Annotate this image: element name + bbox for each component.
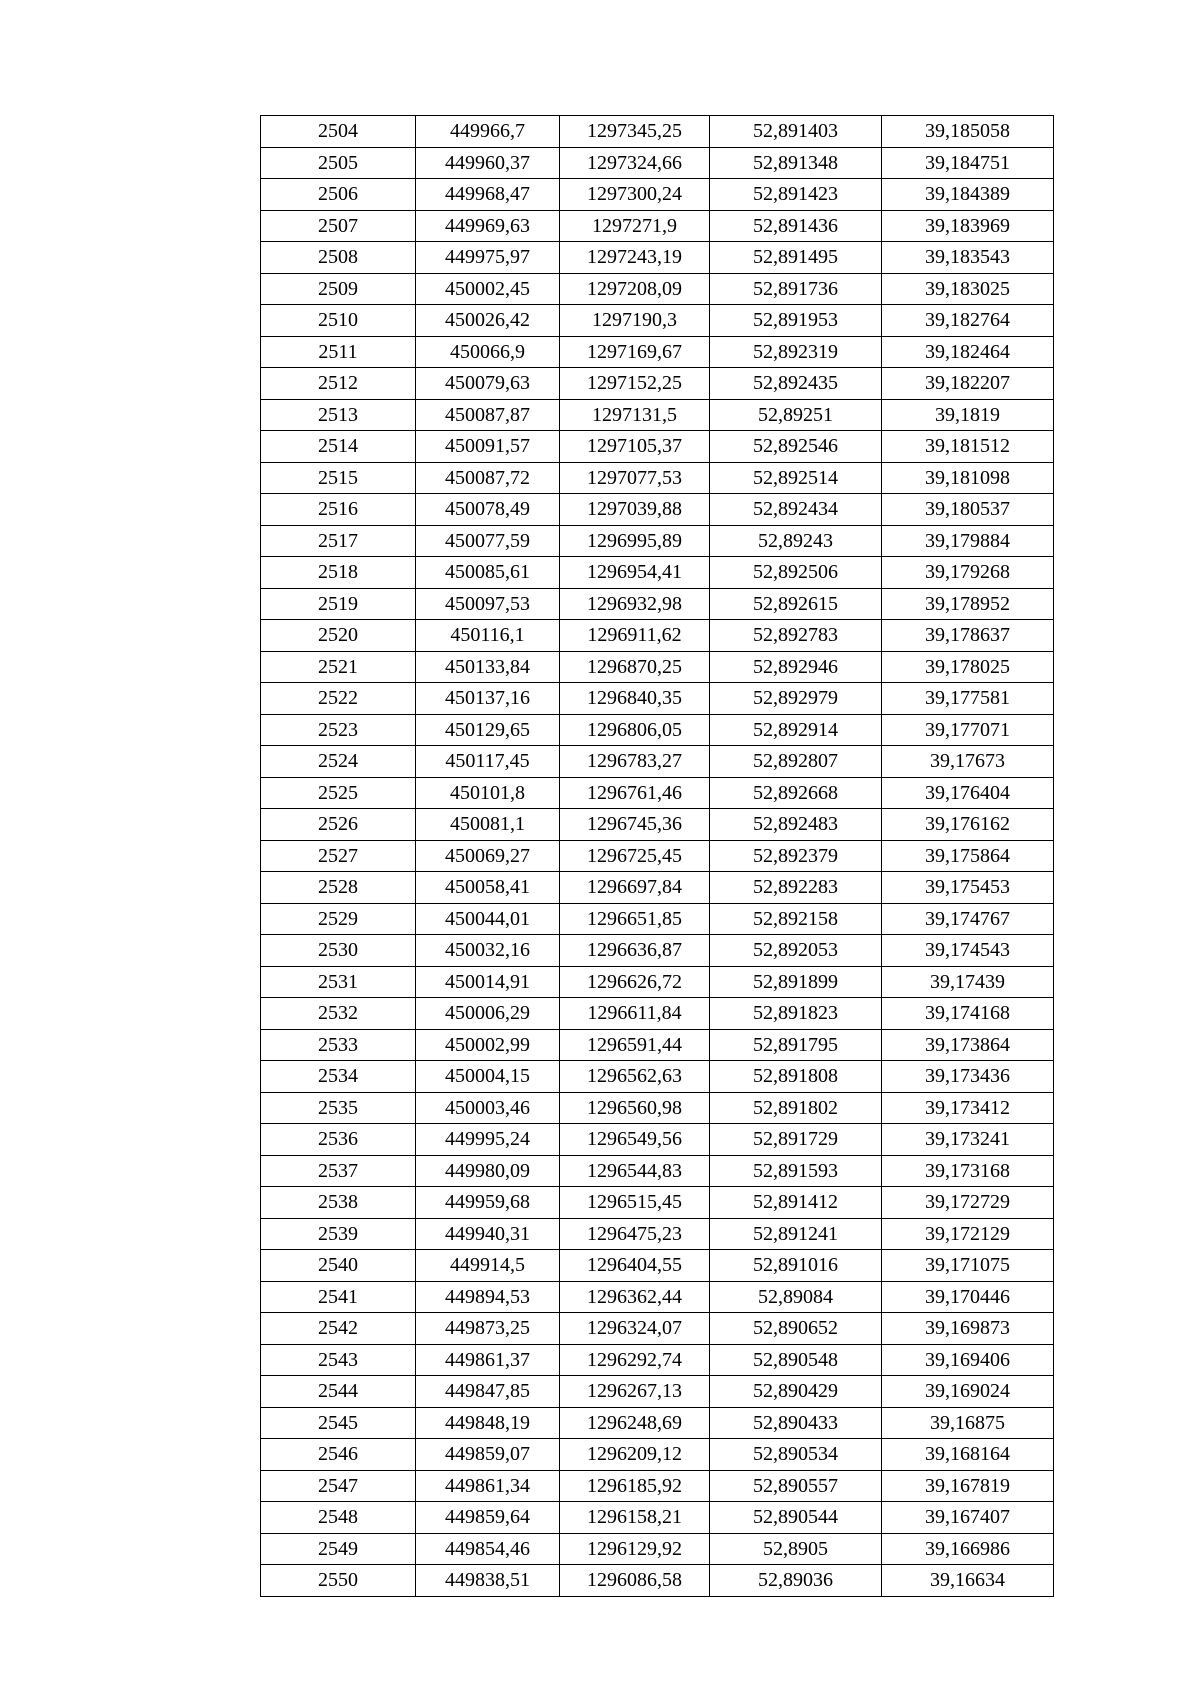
x-coordinate-cell: 450087,72 <box>416 462 560 494</box>
point-number-cell: 2548 <box>261 1502 416 1534</box>
y-coordinate-cell: 1296404,55 <box>560 1250 710 1282</box>
point-number-cell: 2530 <box>261 935 416 967</box>
point-number-cell: 2536 <box>261 1124 416 1156</box>
point-number-cell: 2545 <box>261 1407 416 1439</box>
latitude-cell: 52,892158 <box>710 903 882 935</box>
table-row <box>261 1533 1054 1565</box>
table-row <box>261 1218 1054 1250</box>
longitude-cell: 39,171075 <box>882 1250 1054 1282</box>
latitude-cell: 52,890429 <box>710 1376 882 1408</box>
table-row <box>261 1281 1054 1313</box>
y-coordinate-cell: 1296591,44 <box>560 1029 710 1061</box>
point-number-cell: 2535 <box>261 1092 416 1124</box>
point-number-cell: 2549 <box>261 1533 416 1565</box>
y-coordinate-cell: 1296611,84 <box>560 998 710 1030</box>
table-row <box>261 1376 1054 1408</box>
point-number-cell: 2538 <box>261 1187 416 1219</box>
latitude-cell: 52,891495 <box>710 242 882 274</box>
y-coordinate-cell: 1296636,87 <box>560 935 710 967</box>
x-coordinate-cell: 449914,5 <box>416 1250 560 1282</box>
table-row <box>261 462 1054 494</box>
point-number-cell: 2547 <box>261 1470 416 1502</box>
x-coordinate-cell: 449854,46 <box>416 1533 560 1565</box>
table-row <box>261 210 1054 242</box>
latitude-cell: 52,892807 <box>710 746 882 778</box>
longitude-cell: 39,173436 <box>882 1061 1054 1093</box>
y-coordinate-cell: 1297300,24 <box>560 179 710 211</box>
x-coordinate-cell: 449873,25 <box>416 1313 560 1345</box>
table-row <box>261 1061 1054 1093</box>
longitude-cell: 39,173864 <box>882 1029 1054 1061</box>
longitude-cell: 39,174543 <box>882 935 1054 967</box>
table-row <box>261 1470 1054 1502</box>
table-row <box>261 1502 1054 1534</box>
x-coordinate-cell: 450137,16 <box>416 683 560 715</box>
y-coordinate-cell: 1296129,92 <box>560 1533 710 1565</box>
point-number-cell: 2529 <box>261 903 416 935</box>
x-coordinate-cell: 449968,47 <box>416 179 560 211</box>
x-coordinate-cell: 450066,9 <box>416 336 560 368</box>
table-row <box>261 651 1054 683</box>
table-row <box>261 840 1054 872</box>
longitude-cell: 39,184751 <box>882 147 1054 179</box>
point-number-cell: 2518 <box>261 557 416 589</box>
y-coordinate-cell: 1297345,25 <box>560 116 710 148</box>
y-coordinate-cell: 1297105,37 <box>560 431 710 463</box>
latitude-cell: 52,890652 <box>710 1313 882 1345</box>
x-coordinate-cell: 450069,27 <box>416 840 560 872</box>
x-coordinate-cell: 450079,63 <box>416 368 560 400</box>
x-coordinate-cell: 449838,51 <box>416 1565 560 1597</box>
table-row <box>261 935 1054 967</box>
longitude-cell: 39,17439 <box>882 966 1054 998</box>
x-coordinate-cell: 450044,01 <box>416 903 560 935</box>
latitude-cell: 52,892379 <box>710 840 882 872</box>
x-coordinate-cell: 450116,1 <box>416 620 560 652</box>
point-number-cell: 2527 <box>261 840 416 872</box>
point-number-cell: 2526 <box>261 809 416 841</box>
table-row <box>261 525 1054 557</box>
latitude-cell: 52,892783 <box>710 620 882 652</box>
x-coordinate-cell: 450058,41 <box>416 872 560 904</box>
latitude-cell: 52,8905 <box>710 1533 882 1565</box>
latitude-cell: 52,891403 <box>710 116 882 148</box>
longitude-cell: 39,182207 <box>882 368 1054 400</box>
longitude-cell: 39,184389 <box>882 179 1054 211</box>
y-coordinate-cell: 1297271,9 <box>560 210 710 242</box>
y-coordinate-cell: 1296515,45 <box>560 1187 710 1219</box>
latitude-cell: 52,892946 <box>710 651 882 683</box>
x-coordinate-cell: 450002,99 <box>416 1029 560 1061</box>
point-number-cell: 2507 <box>261 210 416 242</box>
point-number-cell: 2533 <box>261 1029 416 1061</box>
latitude-cell: 52,891348 <box>710 147 882 179</box>
longitude-cell: 39,169024 <box>882 1376 1054 1408</box>
y-coordinate-cell: 1296292,74 <box>560 1344 710 1376</box>
y-coordinate-cell: 1296549,56 <box>560 1124 710 1156</box>
x-coordinate-cell: 449940,31 <box>416 1218 560 1250</box>
point-number-cell: 2513 <box>261 399 416 431</box>
y-coordinate-cell: 1296745,36 <box>560 809 710 841</box>
table-row <box>261 242 1054 274</box>
latitude-cell: 52,892506 <box>710 557 882 589</box>
table-row <box>261 683 1054 715</box>
y-coordinate-cell: 1297190,3 <box>560 305 710 337</box>
longitude-cell: 39,181512 <box>882 431 1054 463</box>
longitude-cell: 39,185058 <box>882 116 1054 148</box>
table-row <box>261 147 1054 179</box>
y-coordinate-cell: 1296651,85 <box>560 903 710 935</box>
latitude-cell: 52,891808 <box>710 1061 882 1093</box>
table-row <box>261 305 1054 337</box>
y-coordinate-cell: 1297243,19 <box>560 242 710 274</box>
latitude-cell: 52,89036 <box>710 1565 882 1597</box>
point-number-cell: 2517 <box>261 525 416 557</box>
y-coordinate-cell: 1296870,25 <box>560 651 710 683</box>
y-coordinate-cell: 1296626,72 <box>560 966 710 998</box>
table-row <box>261 336 1054 368</box>
longitude-cell: 39,178952 <box>882 588 1054 620</box>
x-coordinate-cell: 449894,53 <box>416 1281 560 1313</box>
y-coordinate-cell: 1296158,21 <box>560 1502 710 1534</box>
point-number-cell: 2514 <box>261 431 416 463</box>
x-coordinate-cell: 450004,15 <box>416 1061 560 1093</box>
y-coordinate-cell: 1296086,58 <box>560 1565 710 1597</box>
y-coordinate-cell: 1296697,84 <box>560 872 710 904</box>
point-number-cell: 2510 <box>261 305 416 337</box>
latitude-cell: 52,891953 <box>710 305 882 337</box>
point-number-cell: 2506 <box>261 179 416 211</box>
latitude-cell: 52,892514 <box>710 462 882 494</box>
longitude-cell: 39,168164 <box>882 1439 1054 1471</box>
table-row <box>261 431 1054 463</box>
latitude-cell: 52,890544 <box>710 1502 882 1534</box>
point-number-cell: 2521 <box>261 651 416 683</box>
point-number-cell: 2531 <box>261 966 416 998</box>
point-number-cell: 2540 <box>261 1250 416 1282</box>
y-coordinate-cell: 1297039,88 <box>560 494 710 526</box>
x-coordinate-cell: 450101,8 <box>416 777 560 809</box>
table-row <box>261 777 1054 809</box>
y-coordinate-cell: 1296725,45 <box>560 840 710 872</box>
longitude-cell: 39,182764 <box>882 305 1054 337</box>
latitude-cell: 52,891736 <box>710 273 882 305</box>
x-coordinate-cell: 450097,53 <box>416 588 560 620</box>
longitude-cell: 39,177581 <box>882 683 1054 715</box>
y-coordinate-cell: 1296954,41 <box>560 557 710 589</box>
point-number-cell: 2511 <box>261 336 416 368</box>
longitude-cell: 39,180537 <box>882 494 1054 526</box>
x-coordinate-cell: 450006,29 <box>416 998 560 1030</box>
longitude-cell: 39,172729 <box>882 1187 1054 1219</box>
y-coordinate-cell: 1297131,5 <box>560 399 710 431</box>
y-coordinate-cell: 1296248,69 <box>560 1407 710 1439</box>
point-number-cell: 2532 <box>261 998 416 1030</box>
y-coordinate-cell: 1296911,62 <box>560 620 710 652</box>
table-row <box>261 557 1054 589</box>
table-row <box>261 1092 1054 1124</box>
longitude-cell: 39,175864 <box>882 840 1054 872</box>
point-number-cell: 2543 <box>261 1344 416 1376</box>
latitude-cell: 52,892546 <box>710 431 882 463</box>
y-coordinate-cell: 1296995,89 <box>560 525 710 557</box>
longitude-cell: 39,178637 <box>882 620 1054 652</box>
point-number-cell: 2505 <box>261 147 416 179</box>
point-number-cell: 2525 <box>261 777 416 809</box>
x-coordinate-cell: 449966,7 <box>416 116 560 148</box>
y-coordinate-cell: 1297152,25 <box>560 368 710 400</box>
y-coordinate-cell: 1296562,63 <box>560 1061 710 1093</box>
table-row <box>261 1565 1054 1597</box>
x-coordinate-cell: 450032,16 <box>416 935 560 967</box>
point-number-cell: 2542 <box>261 1313 416 1345</box>
x-coordinate-cell: 450002,45 <box>416 273 560 305</box>
longitude-cell: 39,179884 <box>882 525 1054 557</box>
longitude-cell: 39,169406 <box>882 1344 1054 1376</box>
table-row <box>261 116 1054 148</box>
table-row <box>261 494 1054 526</box>
longitude-cell: 39,183025 <box>882 273 1054 305</box>
x-coordinate-cell: 449859,07 <box>416 1439 560 1471</box>
point-number-cell: 2512 <box>261 368 416 400</box>
longitude-cell: 39,173241 <box>882 1124 1054 1156</box>
longitude-cell: 39,173412 <box>882 1092 1054 1124</box>
point-number-cell: 2520 <box>261 620 416 652</box>
point-number-cell: 2537 <box>261 1155 416 1187</box>
longitude-cell: 39,173168 <box>882 1155 1054 1187</box>
latitude-cell: 52,892483 <box>710 809 882 841</box>
y-coordinate-cell: 1296761,46 <box>560 777 710 809</box>
latitude-cell: 52,891436 <box>710 210 882 242</box>
y-coordinate-cell: 1296209,12 <box>560 1439 710 1471</box>
point-number-cell: 2534 <box>261 1061 416 1093</box>
latitude-cell: 52,891729 <box>710 1124 882 1156</box>
latitude-cell: 52,892434 <box>710 494 882 526</box>
point-number-cell: 2524 <box>261 746 416 778</box>
y-coordinate-cell: 1296806,05 <box>560 714 710 746</box>
table-row <box>261 1187 1054 1219</box>
y-coordinate-cell: 1296932,98 <box>560 588 710 620</box>
x-coordinate-cell: 449959,68 <box>416 1187 560 1219</box>
longitude-cell: 39,166986 <box>882 1533 1054 1565</box>
table-row <box>261 1313 1054 1345</box>
point-number-cell: 2546 <box>261 1439 416 1471</box>
latitude-cell: 52,890548 <box>710 1344 882 1376</box>
table-row <box>261 903 1054 935</box>
point-number-cell: 2516 <box>261 494 416 526</box>
latitude-cell: 52,892283 <box>710 872 882 904</box>
longitude-cell: 39,167819 <box>882 1470 1054 1502</box>
latitude-cell: 52,89084 <box>710 1281 882 1313</box>
x-coordinate-cell: 449861,37 <box>416 1344 560 1376</box>
x-coordinate-cell: 450085,61 <box>416 557 560 589</box>
x-coordinate-cell: 449848,19 <box>416 1407 560 1439</box>
table-row <box>261 1344 1054 1376</box>
point-number-cell: 2539 <box>261 1218 416 1250</box>
y-coordinate-cell: 1296475,23 <box>560 1218 710 1250</box>
x-coordinate-cell: 450129,65 <box>416 714 560 746</box>
table-row <box>261 714 1054 746</box>
table-row <box>261 368 1054 400</box>
point-number-cell: 2550 <box>261 1565 416 1597</box>
longitude-cell: 39,182464 <box>882 336 1054 368</box>
longitude-cell: 39,179268 <box>882 557 1054 589</box>
point-number-cell: 2523 <box>261 714 416 746</box>
y-coordinate-cell: 1296267,13 <box>560 1376 710 1408</box>
table-row <box>261 1250 1054 1282</box>
longitude-cell: 39,176404 <box>882 777 1054 809</box>
latitude-cell: 52,891593 <box>710 1155 882 1187</box>
longitude-cell: 39,170446 <box>882 1281 1054 1313</box>
point-number-cell: 2509 <box>261 273 416 305</box>
latitude-cell: 52,891795 <box>710 1029 882 1061</box>
x-coordinate-cell: 450133,84 <box>416 651 560 683</box>
latitude-cell: 52,892435 <box>710 368 882 400</box>
y-coordinate-cell: 1296185,92 <box>560 1470 710 1502</box>
longitude-cell: 39,176162 <box>882 809 1054 841</box>
longitude-cell: 39,174168 <box>882 998 1054 1030</box>
table-row <box>261 273 1054 305</box>
longitude-cell: 39,16875 <box>882 1407 1054 1439</box>
longitude-cell: 39,172129 <box>882 1218 1054 1250</box>
table-row <box>261 998 1054 1030</box>
x-coordinate-cell: 450117,45 <box>416 746 560 778</box>
latitude-cell: 52,892053 <box>710 935 882 967</box>
x-coordinate-cell: 449960,37 <box>416 147 560 179</box>
longitude-cell: 39,177071 <box>882 714 1054 746</box>
longitude-cell: 39,183969 <box>882 210 1054 242</box>
y-coordinate-cell: 1296544,83 <box>560 1155 710 1187</box>
point-number-cell: 2519 <box>261 588 416 620</box>
y-coordinate-cell: 1296362,44 <box>560 1281 710 1313</box>
x-coordinate-cell: 449969,63 <box>416 210 560 242</box>
latitude-cell: 52,891241 <box>710 1218 882 1250</box>
point-number-cell: 2541 <box>261 1281 416 1313</box>
x-coordinate-cell: 449859,64 <box>416 1502 560 1534</box>
point-number-cell: 2528 <box>261 872 416 904</box>
longitude-cell: 39,16634 <box>882 1565 1054 1597</box>
x-coordinate-cell: 450091,57 <box>416 431 560 463</box>
point-number-cell: 2522 <box>261 683 416 715</box>
x-coordinate-cell: 449847,85 <box>416 1376 560 1408</box>
table-row <box>261 1407 1054 1439</box>
x-coordinate-cell: 450003,46 <box>416 1092 560 1124</box>
longitude-cell: 39,181098 <box>882 462 1054 494</box>
y-coordinate-cell: 1296324,07 <box>560 1313 710 1345</box>
latitude-cell: 52,890534 <box>710 1439 882 1471</box>
table-row <box>261 872 1054 904</box>
table-row <box>261 1029 1054 1061</box>
longitude-cell: 39,174767 <box>882 903 1054 935</box>
latitude-cell: 52,891823 <box>710 998 882 1030</box>
table-row <box>261 179 1054 211</box>
x-coordinate-cell: 449980,09 <box>416 1155 560 1187</box>
latitude-cell: 52,891423 <box>710 179 882 211</box>
x-coordinate-cell: 450026,42 <box>416 305 560 337</box>
latitude-cell: 52,892914 <box>710 714 882 746</box>
y-coordinate-cell: 1297077,53 <box>560 462 710 494</box>
x-coordinate-cell: 450078,49 <box>416 494 560 526</box>
y-coordinate-cell: 1296560,98 <box>560 1092 710 1124</box>
x-coordinate-cell: 449995,24 <box>416 1124 560 1156</box>
x-coordinate-cell: 450014,91 <box>416 966 560 998</box>
table-row <box>261 966 1054 998</box>
latitude-cell: 52,891802 <box>710 1092 882 1124</box>
table-row <box>261 399 1054 431</box>
latitude-cell: 52,891899 <box>710 966 882 998</box>
point-number-cell: 2544 <box>261 1376 416 1408</box>
table-row <box>261 1439 1054 1471</box>
table-row <box>261 588 1054 620</box>
longitude-cell: 39,1819 <box>882 399 1054 431</box>
latitude-cell: 52,890433 <box>710 1407 882 1439</box>
x-coordinate-cell: 450077,59 <box>416 525 560 557</box>
longitude-cell: 39,169873 <box>882 1313 1054 1345</box>
latitude-cell: 52,892319 <box>710 336 882 368</box>
x-coordinate-cell: 449975,97 <box>416 242 560 274</box>
longitude-cell: 39,17673 <box>882 746 1054 778</box>
x-coordinate-cell: 450081,1 <box>416 809 560 841</box>
latitude-cell: 52,890557 <box>710 1470 882 1502</box>
latitude-cell: 52,89251 <box>710 399 882 431</box>
table-row <box>261 620 1054 652</box>
latitude-cell: 52,892979 <box>710 683 882 715</box>
point-number-cell: 2508 <box>261 242 416 274</box>
coordinates-table <box>260 115 1054 1597</box>
longitude-cell: 39,175453 <box>882 872 1054 904</box>
latitude-cell: 52,891016 <box>710 1250 882 1282</box>
longitude-cell: 39,167407 <box>882 1502 1054 1534</box>
coordinates-table-body <box>261 116 1054 1597</box>
y-coordinate-cell: 1296840,35 <box>560 683 710 715</box>
x-coordinate-cell: 450087,87 <box>416 399 560 431</box>
point-number-cell: 2515 <box>261 462 416 494</box>
longitude-cell: 39,178025 <box>882 651 1054 683</box>
latitude-cell: 52,89243 <box>710 525 882 557</box>
y-coordinate-cell: 1297208,09 <box>560 273 710 305</box>
table-row <box>261 1124 1054 1156</box>
point-number-cell: 2504 <box>261 116 416 148</box>
longitude-cell: 39,183543 <box>882 242 1054 274</box>
y-coordinate-cell: 1296783,27 <box>560 746 710 778</box>
y-coordinate-cell: 1297324,66 <box>560 147 710 179</box>
latitude-cell: 52,892668 <box>710 777 882 809</box>
x-coordinate-cell: 449861,34 <box>416 1470 560 1502</box>
table-row <box>261 746 1054 778</box>
y-coordinate-cell: 1297169,67 <box>560 336 710 368</box>
latitude-cell: 52,891412 <box>710 1187 882 1219</box>
table-row <box>261 809 1054 841</box>
latitude-cell: 52,892615 <box>710 588 882 620</box>
table-row <box>261 1155 1054 1187</box>
